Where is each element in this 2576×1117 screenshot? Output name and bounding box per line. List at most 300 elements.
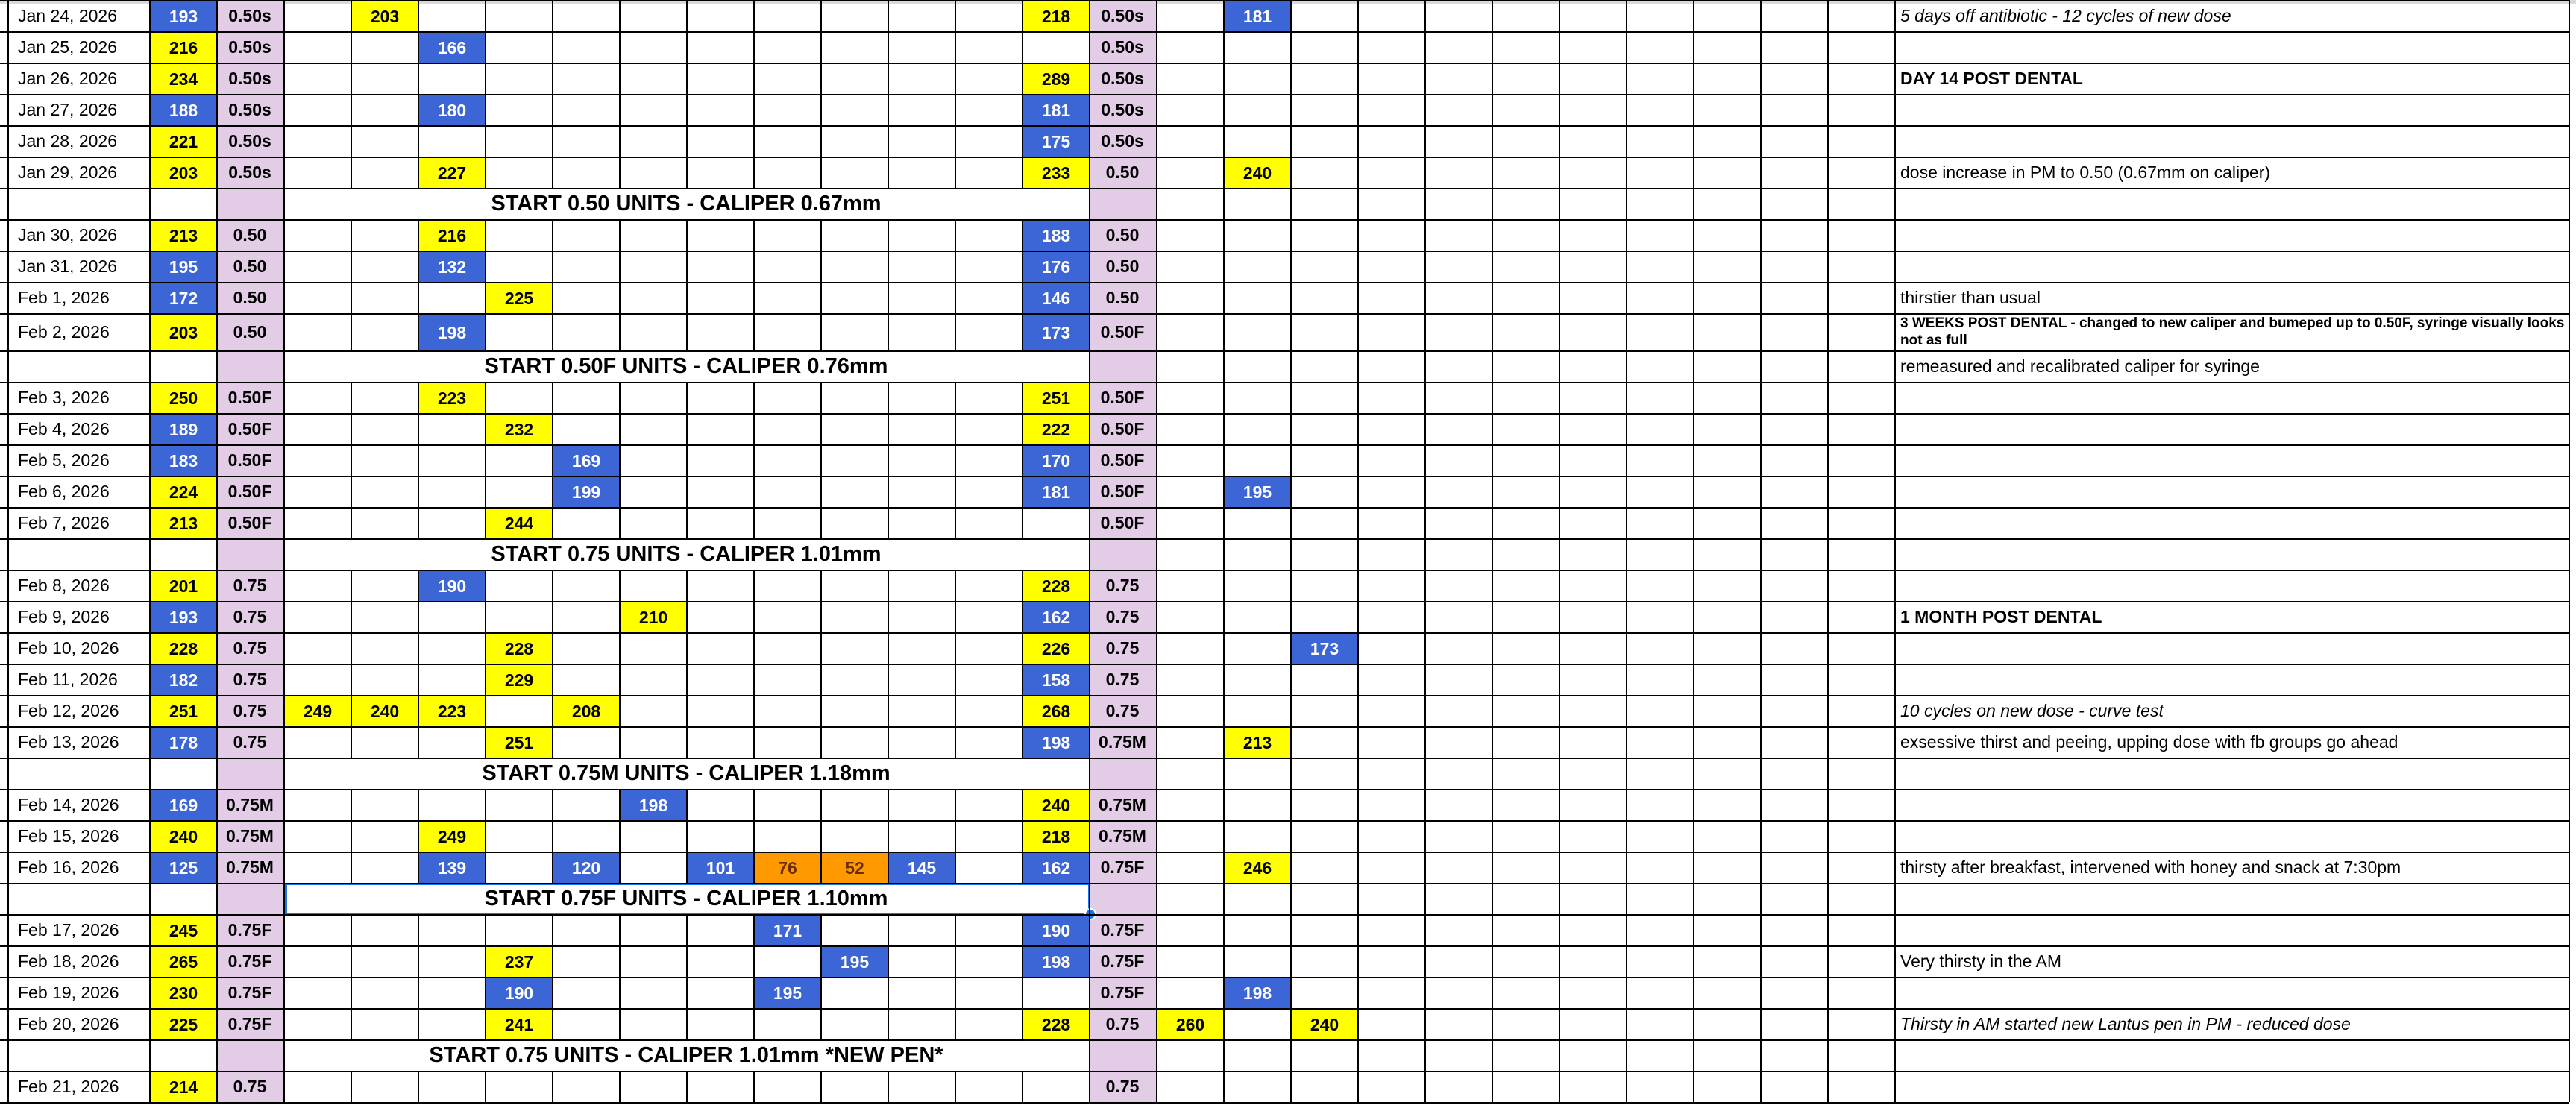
column-divider	[1894, 632, 1896, 664]
glucose-cell[interactable]: 173	[1292, 634, 1357, 664]
column-divider	[1424, 1039, 1426, 1071]
column-divider	[2569, 282, 2570, 313]
column-divider	[1827, 538, 1829, 570]
pm-glucose-cell[interactable]: 228	[1023, 571, 1089, 601]
row-note[interactable]	[1894, 413, 2575, 444]
column-divider	[820, 1071, 822, 1102]
pm-glucose-cell[interactable]: 240	[1023, 790, 1089, 820]
row-note[interactable]	[1894, 632, 2575, 664]
pm-glucose-cell[interactable]: 146	[1023, 283, 1089, 313]
pm-glucose-cell[interactable]: 251	[1023, 383, 1089, 413]
glucose-cell[interactable]: 237	[486, 947, 552, 977]
am-dose-cell[interactable]: 0.50	[233, 224, 267, 245]
column-divider	[7, 507, 9, 538]
pm-glucose-cell[interactable]: 218	[1023, 822, 1089, 852]
am-glucose-cell[interactable]: 250	[151, 383, 216, 413]
am-glucose-cell[interactable]: 189	[151, 415, 216, 444]
row-note[interactable]	[1894, 382, 2575, 413]
am-glucose-cell[interactable]: 203	[151, 315, 216, 350]
section-header[interactable]: START 0.50F UNITS - CALIPER 0.76mm	[484, 353, 888, 378]
glucose-cell[interactable]: 249	[285, 696, 351, 726]
column-divider	[1693, 570, 1694, 601]
am-glucose-cell[interactable]: 245	[151, 916, 216, 945]
am-dose-cell[interactable]: 0.50s	[228, 162, 271, 182]
glucose-cell[interactable]: 181	[1225, 1, 1290, 31]
pm-glucose-cell[interactable]: 188	[1023, 221, 1089, 251]
am-glucose-cell[interactable]: 216	[151, 33, 216, 63]
am-dose-cell[interactable]: 0.75	[233, 575, 267, 595]
glucose-cell[interactable]: 145	[889, 853, 955, 883]
column-divider	[1827, 883, 1829, 914]
row-date[interactable]: Feb 6, 2026	[18, 481, 110, 501]
section-header[interactable]: START 0.75 UNITS - CALIPER 1.01mm *NEW PEN*	[429, 1042, 943, 1067]
pm-glucose-cell[interactable]: 228	[1023, 1010, 1089, 1039]
row-note[interactable]: 1 MONTH POST DENTAL	[1900, 606, 2102, 626]
am-dose-cell[interactable]: 0.50F	[227, 450, 272, 470]
row-divider	[0, 632, 2569, 634]
glucose-cell[interactable]: 195	[822, 947, 888, 977]
column-divider	[686, 1071, 688, 1102]
pm-glucose-cell[interactable]: 170	[1023, 446, 1089, 476]
column-divider	[1424, 282, 1426, 313]
pm-dose-cell[interactable]: 0.75	[1105, 1013, 1140, 1033]
column-divider	[418, 94, 419, 125]
am-glucose-cell[interactable]: 182	[151, 665, 216, 695]
column-divider	[1693, 914, 1694, 945]
row-date[interactable]: Feb 19, 2026	[18, 982, 119, 1002]
row-date[interactable]: Feb 3, 2026	[18, 387, 110, 407]
row-note[interactable]: remeasured and recalibrated caliper for syringe	[1900, 356, 2260, 376]
column-divider	[2569, 914, 2570, 945]
glucose-cell[interactable]: 139	[419, 853, 485, 883]
row-note[interactable]: thirsty after breakfast, intervened with honey and snack at 7:30pm	[1900, 857, 2401, 877]
row-note[interactable]	[1894, 664, 2575, 695]
pm-glucose-cell[interactable]: 173	[1023, 315, 1089, 350]
pm-dose-cell[interactable]: 0.50	[1105, 287, 1140, 307]
row-note[interactable]: 10 cycles on new dose - curve test	[1900, 700, 2164, 720]
pm-glucose-cell[interactable]: 198	[1023, 728, 1089, 758]
am-dose-cell[interactable]: 0.75	[233, 606, 267, 626]
column-divider	[216, 219, 218, 251]
am-dose-cell[interactable]: 0.75M	[226, 794, 274, 814]
am-glucose-cell[interactable]: 125	[151, 853, 216, 883]
column-divider	[351, 476, 352, 507]
column-divider	[283, 664, 285, 695]
am-dose-cell[interactable]: 0.75F	[227, 982, 272, 1002]
glucose-cell[interactable]: 198	[621, 790, 686, 820]
glucose-cell[interactable]: 52	[822, 853, 888, 883]
am-glucose-cell[interactable]: 265	[151, 947, 216, 977]
am-glucose-cell[interactable]: 172	[151, 283, 216, 313]
row-date[interactable]: Feb 10, 2026	[18, 638, 119, 658]
row-note[interactable]: DAY 14 POST DENTAL	[1900, 68, 2083, 88]
glucose-cell[interactable]: 216	[419, 221, 485, 251]
glucose-cell[interactable]: 251	[486, 728, 552, 758]
glucose-cell[interactable]: 249	[419, 822, 485, 852]
glucose-cell[interactable]: 240	[1292, 1010, 1357, 1039]
glucose-cell[interactable]: 210	[621, 602, 686, 632]
column-divider	[1357, 570, 1359, 601]
row-note[interactable]	[1894, 444, 2575, 476]
row-date[interactable]: Feb 1, 2026	[18, 287, 110, 307]
row-note[interactable]	[1894, 820, 2575, 852]
pm-dose-cell[interactable]: 0.50F	[1100, 418, 1145, 438]
column-divider	[1424, 219, 1426, 251]
column-divider	[485, 570, 486, 601]
glucose-cell[interactable]: 229	[486, 665, 552, 695]
row-date[interactable]: Feb 2, 2026	[18, 321, 110, 342]
row-date[interactable]: Feb 4, 2026	[18, 418, 110, 438]
am-dose-cell[interactable]: 0.75F	[227, 919, 272, 940]
column-divider	[418, 413, 419, 444]
column-divider	[619, 507, 621, 538]
glucose-cell[interactable]: 232	[486, 415, 552, 444]
column-divider	[1357, 444, 1359, 476]
pm-glucose-cell[interactable]: 158	[1023, 665, 1089, 695]
pm-dose-cell[interactable]: 0.50F	[1100, 481, 1145, 501]
am-dose-cell[interactable]: 0.75	[233, 1076, 267, 1096]
column-divider	[351, 664, 352, 695]
pm-dose-cell[interactable]: 0.75M	[1099, 794, 1146, 814]
column-divider	[1089, 382, 1090, 413]
column-divider	[1357, 507, 1359, 538]
row-note[interactable]	[1894, 507, 2575, 538]
column-divider	[1156, 413, 1157, 444]
row-date[interactable]: Feb 11, 2026	[18, 669, 118, 689]
glucose-cell[interactable]: 195	[1225, 477, 1290, 507]
glucose-cell[interactable]: 101	[688, 853, 753, 883]
column-divider	[1894, 758, 1896, 789]
row-note[interactable]: 5 days off antibiotic - 12 cycles of new dose	[1900, 5, 2231, 25]
column-divider	[1424, 601, 1426, 632]
pm-glucose-cell[interactable]: 198	[1023, 947, 1089, 977]
column-divider	[1559, 350, 1560, 382]
row-date[interactable]: Feb 8, 2026	[18, 575, 110, 595]
column-divider	[2569, 313, 2570, 350]
column-divider	[1424, 507, 1426, 538]
am-dose-cell[interactable]: 0.50F	[227, 481, 272, 501]
section-header[interactable]: START 0.75 UNITS - CALIPER 1.01mm	[491, 541, 882, 566]
column-divider	[753, 570, 755, 601]
pm-dose-cell[interactable]: 0.50F	[1100, 512, 1145, 532]
row-date[interactable]: Feb 18, 2026	[18, 951, 119, 971]
row-note[interactable]: dose increase in PM to 0.50 (0.67mm on caliper)	[1900, 162, 2271, 182]
row-date[interactable]: Feb 21, 2026	[18, 1076, 119, 1096]
glucose-cell[interactable]: 203	[352, 1, 418, 31]
glucose-cell[interactable]: 76	[755, 853, 820, 883]
row-note[interactable]	[1894, 251, 2575, 282]
am-dose-cell[interactable]: 0.75	[233, 669, 267, 689]
glucose-cell[interactable]: 132	[419, 252, 485, 282]
pm-dose-cell[interactable]: 0.75F	[1100, 982, 1145, 1002]
column-divider	[619, 1071, 621, 1102]
pm-dose-cell[interactable]: 0.75M	[1099, 731, 1146, 752]
glucose-cell[interactable]: 180	[419, 95, 485, 125]
am-glucose-cell[interactable]: 178	[151, 728, 216, 758]
glucose-cell[interactable]: 169	[553, 446, 619, 476]
pm-dose-cell[interactable]: 0.75F	[1100, 857, 1145, 877]
glucose-cell[interactable]: 166	[419, 33, 485, 63]
glucose-cell[interactable]: 199	[553, 477, 619, 507]
column-divider	[1022, 789, 1023, 820]
column-divider	[485, 977, 486, 1008]
column-divider	[888, 313, 889, 350]
am-dose-cell[interactable]: 0.50F	[227, 387, 272, 407]
am-glucose-cell[interactable]: 213	[151, 221, 216, 251]
am-dose-cell[interactable]: 0.50s	[228, 99, 271, 119]
column-divider	[1894, 413, 1896, 444]
column-divider	[552, 820, 553, 852]
glucose-cell[interactable]: 240	[352, 696, 418, 726]
am-glucose-cell[interactable]: 221	[151, 127, 216, 157]
row-date[interactable]: Feb 16, 2026	[18, 857, 119, 877]
glucose-cell[interactable]: 213	[1225, 728, 1290, 758]
row-note[interactable]	[1894, 476, 2575, 507]
row-note[interactable]	[1894, 94, 2575, 125]
am-glucose-cell[interactable]: 213	[151, 509, 216, 538]
row-note[interactable]	[1894, 570, 2575, 601]
row-date[interactable]: Feb 12, 2026	[18, 700, 119, 720]
pm-dose-cell[interactable]: 0.50s	[1101, 5, 1144, 25]
am-glucose-cell[interactable]: 195	[151, 252, 216, 282]
am-dose-cell[interactable]: 0.75M	[226, 857, 274, 877]
row-date[interactable]: Jan 30, 2026	[18, 224, 118, 245]
row-date[interactable]: Feb 5, 2026	[18, 450, 110, 470]
pm-glucose-cell[interactable]: 233	[1023, 158, 1089, 188]
row-note[interactable]	[1894, 1071, 2575, 1102]
pm-glucose-cell[interactable]: 218	[1023, 1, 1089, 31]
am-dose-cell[interactable]: 0.75F	[227, 1013, 272, 1033]
am-glucose-cell[interactable]: 228	[151, 634, 216, 664]
am-dose-cell[interactable]: 0.75	[233, 638, 267, 658]
glucose-cell[interactable]: 225	[486, 283, 552, 313]
pm-glucose-cell[interactable]: 222	[1023, 415, 1089, 444]
column-divider	[552, 507, 553, 538]
column-divider	[1626, 188, 1627, 219]
pm-glucose-cell[interactable]: 181	[1023, 477, 1089, 507]
column-divider	[1760, 444, 1762, 476]
pm-dose-cell[interactable]: 0.75	[1105, 669, 1140, 689]
am-glucose-cell[interactable]: 183	[151, 446, 216, 476]
column-divider	[1626, 664, 1627, 695]
pm-glucose-cell[interactable]: 181	[1023, 95, 1089, 125]
pm-dose-cell[interactable]: 0.50	[1105, 224, 1140, 245]
row-note[interactable]	[1894, 789, 2575, 820]
pm-dose-cell[interactable]: 0.50s	[1101, 130, 1144, 151]
am-glucose-cell[interactable]: 234	[151, 64, 216, 94]
am-glucose-cell[interactable]: 193	[151, 1, 216, 31]
column-divider	[1022, 251, 1023, 282]
row-date[interactable]: Feb 20, 2026	[18, 1013, 119, 1033]
column-divider	[351, 914, 352, 945]
column-divider	[753, 820, 755, 852]
pm-dose-cell[interactable]: 0.75	[1105, 1076, 1140, 1096]
pm-dose-cell[interactable]: 0.75F	[1100, 919, 1145, 940]
row-date[interactable]: Jan 24, 2026	[18, 5, 118, 25]
pm-glucose-cell[interactable]: 162	[1023, 853, 1089, 883]
column-divider	[619, 63, 621, 94]
column-divider	[1223, 94, 1225, 125]
glucose-cell[interactable]: 223	[419, 696, 485, 726]
glucose-cell[interactable]: 240	[1225, 158, 1290, 188]
column-divider	[1290, 31, 1292, 63]
section-header[interactable]: START 0.75M UNITS - CALIPER 1.18mm	[482, 761, 890, 785]
glucose-cell[interactable]: 244	[486, 509, 552, 538]
column-divider	[1894, 570, 1896, 601]
row-date[interactable]: Jan 27, 2026	[18, 99, 118, 119]
column-divider	[351, 63, 352, 94]
pm-dose-cell[interactable]: 0.75	[1105, 606, 1140, 626]
am-glucose-cell[interactable]: 188	[151, 95, 216, 125]
pm-dose-cell[interactable]: 0.50s	[1101, 68, 1144, 88]
glucose-cell[interactable]: 208	[553, 696, 619, 726]
glucose-cell[interactable]: 190	[419, 571, 485, 601]
pm-dose-cell[interactable]: 0.50	[1105, 162, 1140, 182]
column-divider	[418, 507, 419, 538]
pm-dose-cell[interactable]: 0.50F	[1100, 321, 1145, 342]
am-dose-cell[interactable]: 0.50s	[228, 68, 271, 88]
row-date[interactable]: Feb 9, 2026	[18, 606, 110, 626]
column-divider	[1089, 632, 1090, 664]
row-date[interactable]: Feb 14, 2026	[18, 794, 119, 814]
glucose-cell[interactable]: 227	[419, 158, 485, 188]
pm-dose-cell[interactable]: 0.50s	[1101, 37, 1144, 57]
row-note[interactable]	[1894, 31, 2575, 63]
glucose-cell[interactable]: 120	[553, 853, 619, 883]
pm-glucose-cell[interactable]: 226	[1023, 634, 1089, 664]
am-glucose-cell[interactable]: 193	[151, 602, 216, 632]
column-divider	[283, 219, 285, 251]
am-dose-cell[interactable]: 0.50	[233, 321, 267, 342]
pm-dose-cell[interactable]: 0.50F	[1100, 450, 1145, 470]
row-date[interactable]: Jan 26, 2026	[18, 68, 118, 88]
column-divider	[1559, 695, 1560, 726]
am-dose-cell[interactable]: 0.50s	[228, 130, 271, 151]
am-glucose-cell[interactable]: 230	[151, 978, 216, 1008]
column-divider	[1693, 125, 1694, 157]
am-dose-cell[interactable]: 0.50s	[228, 37, 271, 57]
column-divider	[1089, 125, 1090, 157]
column-divider	[1894, 125, 1896, 157]
am-glucose-cell[interactable]: 203	[151, 158, 216, 188]
row-note[interactable]: Thirsty in AM started new Lantus pen in PM - reduced dose	[1900, 1013, 2351, 1033]
pm-glucose-cell[interactable]: 176	[1023, 252, 1089, 282]
column-divider	[753, 0, 755, 31]
pm-dose-cell[interactable]: 0.75	[1105, 638, 1140, 658]
column-divider	[1022, 382, 1023, 413]
glucose-cell[interactable]: 171	[755, 916, 820, 945]
glucose-cell[interactable]: 241	[486, 1010, 552, 1039]
glucose-cell[interactable]: 195	[755, 978, 820, 1008]
row-date[interactable]: Jan 29, 2026	[18, 162, 118, 182]
am-dose-cell[interactable]: 0.75	[233, 731, 267, 752]
row-date[interactable]: Jan 28, 2026	[18, 130, 118, 151]
column-divider	[1156, 251, 1157, 282]
column-divider	[1559, 664, 1560, 695]
am-glucose-cell[interactable]: 224	[151, 477, 216, 507]
column-divider	[1626, 507, 1627, 538]
am-dose-cell[interactable]: 0.50F	[227, 418, 272, 438]
pm-glucose-cell[interactable]: 162	[1023, 602, 1089, 632]
am-dose-cell[interactable]: 0.50s	[228, 5, 271, 25]
column-divider	[351, 382, 352, 413]
column-divider	[7, 883, 9, 914]
pm-dose-cell[interactable]: 0.75	[1105, 575, 1140, 595]
selected-range[interactable]	[285, 883, 1090, 915]
column-divider	[753, 914, 755, 945]
am-dose-cell[interactable]: 0.75	[233, 700, 267, 720]
row-date[interactable]: Feb 15, 2026	[18, 825, 119, 846]
section-header[interactable]: START 0.75F UNITS - CALIPER 1.10mm	[484, 886, 888, 910]
pm-dose-cell[interactable]: 0.50F	[1100, 387, 1145, 407]
row-date[interactable]: Feb 17, 2026	[18, 919, 119, 940]
column-divider	[7, 31, 9, 63]
pm-dose-cell[interactable]: 0.50	[1105, 256, 1140, 276]
column-divider	[1424, 570, 1426, 601]
glucose-cell[interactable]: 246	[1225, 853, 1290, 883]
column-divider	[216, 1039, 218, 1071]
am-glucose-cell[interactable]: 201	[151, 571, 216, 601]
row-date[interactable]: Feb 13, 2026	[18, 731, 119, 752]
pm-glucose-cell[interactable]: 289	[1023, 64, 1089, 94]
am-glucose-cell[interactable]: 225	[151, 1010, 216, 1039]
pm-dose-cell[interactable]: 0.75	[1105, 700, 1140, 720]
column-divider	[1022, 726, 1023, 758]
row-note[interactable]: exsessive thirst and peeing, upping dose with fb groups go ahead	[1900, 731, 2398, 752]
glucose-cell[interactable]: 228	[486, 634, 552, 664]
column-divider	[1223, 382, 1225, 413]
row-note[interactable]	[1894, 219, 2575, 251]
column-divider	[1022, 413, 1023, 444]
row-date[interactable]: Jan 25, 2026	[18, 37, 118, 57]
row-note[interactable]: 3 WEEKS POST DENTAL - changed to new caliper and bumeped up to 0.50F, syringe visually looks not as full	[1900, 315, 2565, 348]
row-note[interactable]: Very thirsty in the AM	[1900, 951, 2062, 971]
am-dose-cell[interactable]: 0.75M	[226, 825, 274, 846]
am-dose-cell[interactable]: 0.50F	[227, 512, 272, 532]
glucose-cell[interactable]: 223	[419, 383, 485, 413]
glucose-cell[interactable]: 260	[1157, 1010, 1223, 1039]
am-dose-cell[interactable]: 0.75F	[227, 951, 272, 971]
row-note[interactable]: thirstier than usual	[1900, 287, 2041, 307]
column-divider	[1290, 507, 1292, 538]
am-glucose-cell[interactable]: 240	[151, 822, 216, 852]
pm-glucose-cell[interactable]: 190	[1023, 916, 1089, 945]
row-note[interactable]	[1894, 125, 2575, 157]
glucose-cell[interactable]: 198	[419, 315, 485, 350]
row-note[interactable]	[1894, 914, 2575, 945]
column-divider	[283, 601, 285, 632]
row-note[interactable]	[1894, 977, 2575, 1008]
pm-dose-cell[interactable]: 0.75F	[1100, 951, 1145, 971]
pm-glucose-cell[interactable]: 175	[1023, 127, 1089, 157]
pm-dose-cell[interactable]: 0.75M	[1099, 825, 1146, 846]
row-date[interactable]: Jan 31, 2026	[18, 256, 118, 276]
am-glucose-cell[interactable]: 169	[151, 790, 216, 820]
glucose-cell[interactable]: 190	[486, 978, 552, 1008]
glucose-cell[interactable]: 198	[1225, 978, 1290, 1008]
column-divider	[820, 820, 822, 852]
pm-glucose-cell[interactable]: 268	[1023, 696, 1089, 726]
row-date[interactable]: Feb 7, 2026	[18, 512, 110, 532]
am-dose-cell[interactable]: 0.50	[233, 287, 267, 307]
am-dose-cell[interactable]: 0.50	[233, 256, 267, 276]
column-divider	[1223, 476, 1225, 507]
pm-dose-cell[interactable]: 0.50s	[1101, 99, 1144, 119]
section-header[interactable]: START 0.50 UNITS - CALIPER 0.67mm	[491, 191, 882, 215]
am-glucose-cell[interactable]: 251	[151, 696, 216, 726]
column-divider	[820, 382, 822, 413]
am-glucose-cell[interactable]: 214	[151, 1072, 216, 1102]
